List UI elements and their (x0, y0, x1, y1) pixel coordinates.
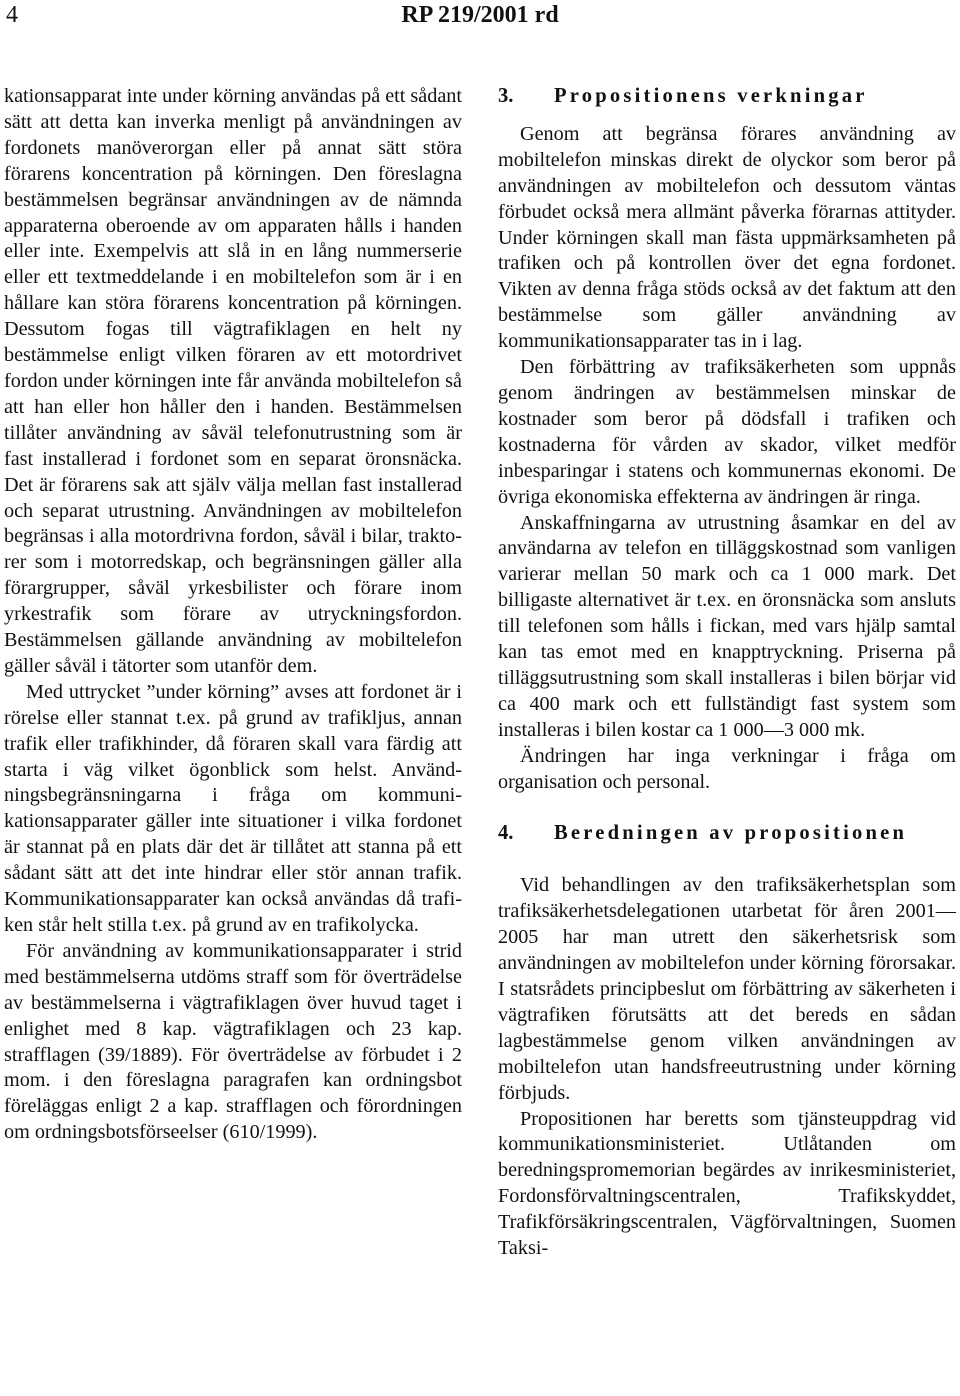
paragraph: Propositionen har beretts som tjänsteuppdrag vid kommunikationsministeriet. Utlåtanden om beredningspromemorian begärdes av inrikesministeriet, Fordonsförvaltningscentralen, Trafikskyddet, Trafikförsäkringscentralen, Vägförvaltningen, Suomen Taksi- (498, 1107, 956, 1260)
section-heading-3 (498, 84, 956, 110)
document-id: RP 219/2001 rd (401, 2, 559, 28)
paragraph: Med uttrycket ”under körning” avses att fordonet är i rörelse eller stannat t.ex. på grund av trafikljus, annan trafik eller trafikhinder, då föraren skall vara färdig att starta i väg vilket ögonblick som helst. Användningsbegränsningarna i fråga om kommunikationsapparater gäller inte situationer i vilka fordonet är stannat på en plats där det är tillåtet att stanna på ett sådant sätt att det inte hindrar eller stör annan trafik. Kommunikationsapparater kan också användas då trafiken står helt stilla t.ex. på grund av en trafikolycka. (4, 680, 462, 936)
paragraph: För användning av kommunikationsapparater i strid med bestämmelserna utdöms straff som för överträdelse av bestämmelserna i vägtrafiklagen över huvud taget i enlighet med 8 kap. vägtrafiklagen och 23 kap. strafflagen (39/1889). För överträdelse av förbudet i 2 mom. i den föreslagna paragrafen kan ordningsbot föreläggas enligt 2 a kap. strafflagen och förordningen om ordningsbotsförseelser (610/1999). (4, 939, 462, 1144)
section-title: Propositionens verkningar (554, 85, 868, 107)
spacer (498, 847, 956, 873)
right-column (498, 84, 956, 1262)
section-heading-4 (498, 821, 956, 847)
paragraph: Anskaffningarna av utrustning åsamkar en del av användarna av telefon en tilläggskostnad som vanligen varierar mellan 50 mark och ca 1 000 mark. Det billigaste alternativet är t.ex. en öronsnäcka som ansluts till telefonen som hålls i fickan, med vars hjälp samtal kan tas emot med en knapptryckning. Priserna på tilläggsutrustning som skall installeras i bilen börjar vid ca 400 mark och ett fullständigt fast system som installeras i bilen kostar ca 1 000—3 000 mk. (498, 511, 956, 741)
spacer (498, 795, 956, 821)
section-title: Beredningen av propositionen (554, 822, 908, 845)
paragraph: kationsapparat inte under körning användas på ett sådant sätt att detta kan inverka menligt på användningen av fordonets manöverorgan eller på annat sätt störa förarens koncentration på körningen. Den föreslagna bestämmelsen begränsar användningen av de nämnda apparaterna oberoende av om apparaten hålls i handen eller inte. Exempelvis att slå in en lång nummerserie eller ett textmeddelande i en mobiltelefon som är i en hållare kan störa förarens koncentration på körningen. Dessutom fogas till vägtrafiklagen en helt ny bestämmelse enligt vilken föraren av ett motordrivet fordon under körningen inte får använda mobiltelefon så att han eller hon håller den i handen. Bestämmelsen tillåter användning av såväl telefonutrustning som är fast installerad i fordonet som en separat öronsnäcka. Det är förarens sak att själv välja mellan fast installerad och separat utrustning. Användningen av mobiltelefon begränsas i alla motordrivna fordon, såväl i bilar, traktorer som i motorredskap, och begränsningen gäller alla förargrupper, såväl yrkesbilister och förare inom yrkestrafik som förare av utryckningsfordon. Bestämmelsen gällande användning av mobiltelefon gäller såväl i tätorter som utanför dem. (4, 85, 462, 677)
section-number: 4. (498, 822, 514, 845)
paragraph: Vid behandlingen av den trafiksäkerhetsplan som trafiksäkerhetsdelegationen utarbetat för åren 2001—2005 har man utrett den säkerhetsrisk som användningen av mobiltelefon under körning förorsakar. I statsrådets principbeslut om förbättring av säkerheten i vägtrafiken förutsätts att det bereds en sådan lagbestämmelse genom vilken användningen av mobiltelefon utan handsfreeutrustning under körning förbjuds. (498, 874, 956, 1104)
paragraph: Den förbättring av trafiksäkerheten som uppnås genom ändringen av bestämmelsen minskar de kostnader som beror på dödsfall i trafiken och kostnaderna för vården av skador, vilket medför inbesparingar i statens och kommunernas ekonomi. De övriga ekonomiska effekterna av ändringen är ringa. (498, 356, 956, 508)
spacer (498, 110, 956, 122)
section-number: 3. (498, 85, 514, 107)
paragraph: Ändringen har inga verkningar i fråga om organisation och personal. (498, 744, 956, 793)
paragraph: Genom att begränsa förares användning av mobiltelefon minskas direkt de olyckor som beror på användningen av mobiltelefon och dessutom väntas förbudet också mera allmänt påverka förarnas attityder. Under körningen skall man fästa uppmärksamheten på trafiken och på kontrollen över det egna fordonet. Vikten av denna fråga stöds också av det faktum att den bestämmelse som gäller användning av kommunikationsapparater tas in i lag. (498, 122, 956, 353)
left-column (4, 84, 462, 1146)
page-number: 4 (6, 2, 18, 28)
